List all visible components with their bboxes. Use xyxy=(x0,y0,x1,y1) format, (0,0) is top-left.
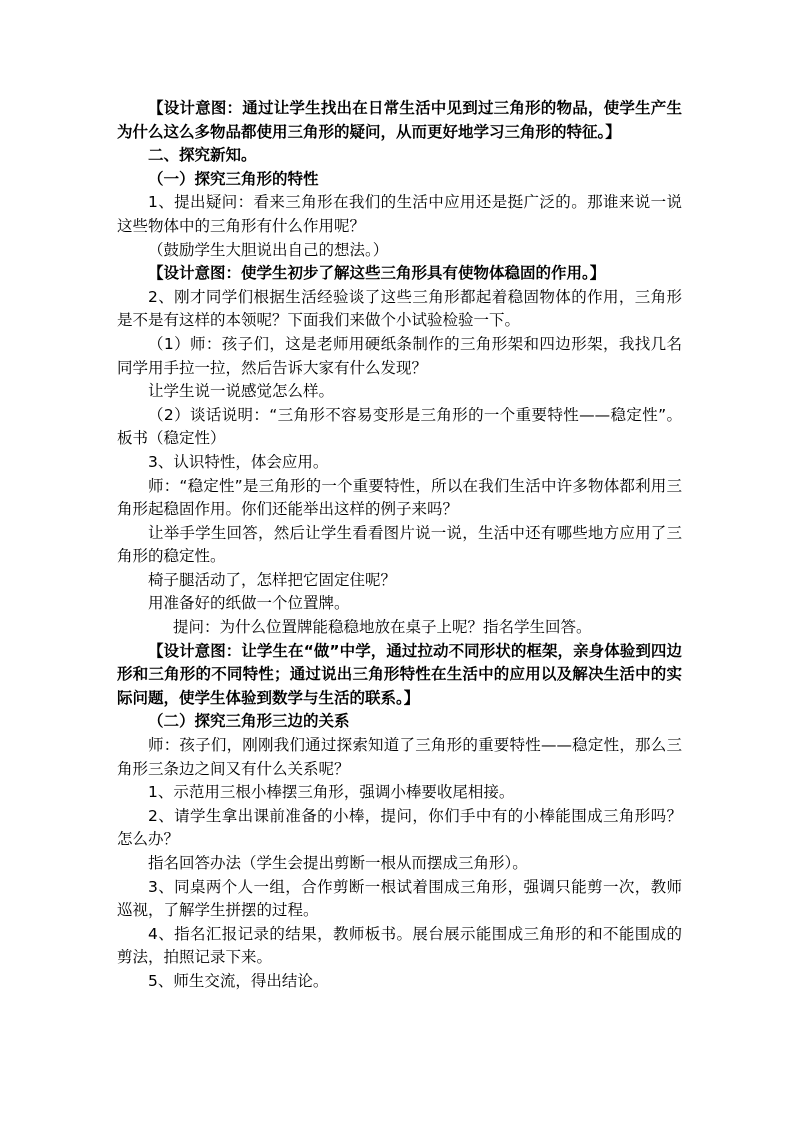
design-intent-paragraph: 【设计意图：通过让学生找出在日常生活中见到过三角形的物品，使学生产生为什么这么多物品都使用三角形的疑问，从而更好地学习三角形的特征。】 xyxy=(117,99,682,141)
body-paragraph: 3、同桌两个人一组，合作剪断一根试着围成三角形，强调只能剪一次，教师巡视，了解学生拼摆的过程。 xyxy=(117,877,682,920)
subsection-heading: （一）探究三角形的特性 xyxy=(148,169,319,188)
body-paragraph: 指名回答办法（学生会提出剪断一根从而摆成三角形）。 xyxy=(148,854,528,872)
subsection-heading: （二）探究三角形三边的关系 xyxy=(148,712,350,731)
body-paragraph: （1）师：孩子们，这是老师用硬纸条制作的三角形架和四边形架，我找几名同学用手拉一拉，然后告诉大家有什么发现？ xyxy=(117,334,682,377)
body-paragraph: 提问：为什么位置牌能稳稳地放在桌子上呢？指名学生回答。 xyxy=(173,618,592,637)
body-paragraph: 让举手学生回答，然后让学生看看图片说一说，生活中还有哪些地方应用了三角形的稳定性。 xyxy=(117,523,682,566)
design-intent-paragraph: 【设计意图：让学生在“做”中学，通过拉动不同形状的框架，亲身体验到四边形和三角形的不同特性；通过说出三角形特性在生活中的应用以及解决生活中的实际问题，使学生体验到数学与生活的联系。】 xyxy=(117,641,682,707)
body-paragraph: 3、认识特性，体会应用。 xyxy=(148,452,329,471)
body-paragraph: 1、示范用三根小棒摆三角形，强调小棒要收尾相接。 xyxy=(148,783,515,802)
design-intent-paragraph: 【设计意图：使学生初步了解这些三角形具有使物体稳固的作用。】 xyxy=(148,264,606,283)
body-paragraph: 师：孩子们，刚刚我们通过探索知道了三角形的重要特性——稳定性，那么三角形三条边之间又有什么关系呢？ xyxy=(117,736,682,778)
section-heading: 二、探究新知。 xyxy=(148,146,257,165)
body-paragraph: 1、提出疑问：看来三角形在我们的生活中应用还是挺广泛的。那谁来说一说这些物体中的三角形有什么作用呢？ xyxy=(117,193,682,235)
body-paragraph: 2、请学生拿出课前准备的小棒，提问，你们手中有的小棒能围成三角形吗？怎么办？ xyxy=(117,806,682,849)
document-body xyxy=(117,97,682,994)
body-paragraph: 2、刚才同学们根据生活经验谈了这些三角形都起着稳固物体的作用，三角形是不是有这样的本领呢？下面我们来做个小试验检验一下。 xyxy=(117,287,682,330)
body-paragraph: 让学生说一说感觉怎么样。 xyxy=(148,382,335,401)
body-paragraph: 师：“稳定性”是三角形的一个重要特性，所以在我们生活中许多物体都利用三角形起稳固作用。你们还能举出这样的例子来吗？ xyxy=(117,476,682,519)
body-paragraph: 椅子腿活动了，怎样把它固定住呢？ xyxy=(148,570,397,589)
body-paragraph: 5、师生交流，得出结论。 xyxy=(148,971,329,990)
body-paragraph: （鼓励学生大胆说出自己的想法。） xyxy=(148,240,389,259)
body-paragraph: 4、指名汇报记录的结果，教师板书。展台展示能围成三角形的和不能围成的剪法，拍照记录下来。 xyxy=(117,924,682,967)
body-paragraph: （2）谈话说明：“三角形不容易变形是三角形的一个重要特性——稳定性”。板书（稳定性） xyxy=(117,405,682,448)
body-paragraph: 用准备好的纸做一个位置牌。 xyxy=(148,594,350,613)
